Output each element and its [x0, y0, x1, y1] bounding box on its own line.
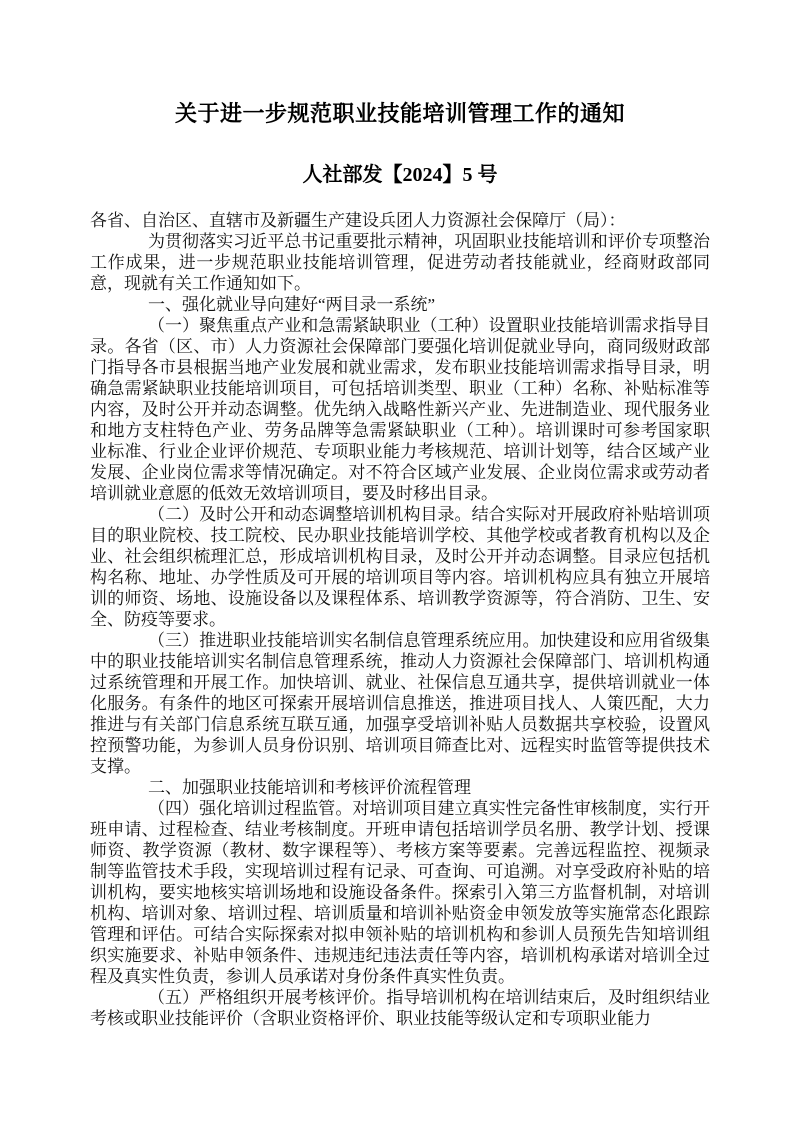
- paragraph-item-4: （四）强化培训过程监管。对培训项目建立真实性完备性审核制度，实行开班申请、过程检查、结业考核制度。开班申请包括培训学员名册、教学计划、授课师资、教学资源（教材、数字课程等）、考核方案等要素。完善远程监控、视频录制等监管技术手段，实现培训过程有记录、可查询、可追溯。对享受政府补贴的培训机构，要实地核实培训场地和设施设备条件。探索引入第三方监督机制，对培训机构、培训对象、培训过程、培训质量和培训补贴资金申领发放等实施常态化跟踪管理和评估。可结合实际探索对拟申领补贴的培训机构和参训人员预先告知培训组织实施要求、补贴申领条件、违规违纪违法责任等内容，培训机构承诺对培训全过程及真实性负责，参训人员承诺对身份条件真实性负责。: [90, 799, 710, 986]
- section-heading-1: 一、强化就业导向建好“两目录一系统”: [148, 295, 436, 314]
- section-heading-2: 二、加强职业技能培训和考核评价流程管理: [148, 778, 471, 797]
- document-number: 人社部发【2024】5 号: [302, 164, 498, 186]
- document-body: [90, 210, 710, 1029]
- paragraph-item-2: （二）及时公开和动态调整培训机构目录。结合实际对开展政府补贴培训项目的职业院校、技工院校、民办职业技能培训学校、其他学校或者教育机构以及企业、社会组织梳理汇总，形成培训机构目录，及时公开并动态调整。目录应包括机构名称、地址、办学性质及可开展的培训项目等内容。培训机构应具有独立开展培训的师资、场地、设施设备以及课程体系、培训教学资源等，符合消防、卫生、安全、防疫等要求。: [90, 505, 710, 629]
- paragraph-item-1: （一）聚焦重点产业和急需紧缺职业（工种）设置职业技能培训需求指导目录。各省（区、市）人力资源社会保障部门要强化培训促就业导向，商同级财政部门指导各市县根据当地产业发展和就业需求，发布职业技能培训需求指导目录，明确急需紧缺职业技能培训项目，可包括培训类型、职业（工种）名称、补贴标准等内容，及时公开并动态调整。优先纳入战略性新兴产业、先进制造业、现代服务业和地方支柱特色产业、劳务品牌等急需紧缺职业（工种）。培训课时可参考国家职业标准、行业企业评价规范、专项职业能力考核规范、培训计划等，结合区域产业发展、企业岗位需求等情况确定。对不符合区域产业发展、企业岗位需求或劳动者培训就业意愿的低效无效培训项目，要及时移出目录。: [90, 316, 710, 503]
- paragraph-item-5: （五）严格组织开展考核评价。指导培训机构在培训结束后，及时组织结业考核或职业技能评价（含职业资格评价、职业技能等级认定和专项职业能力: [90, 988, 710, 1028]
- document-title: 关于进一步规范职业技能培训管理工作的通知: [174, 101, 625, 126]
- intro-paragraph: 为贯彻落实习近平总书记重要批示精神，巩固职业技能培训和评价专项整治工作成果，进一步规范职业技能培训管理，促进劳动者技能就业，经商财政部同意，现就有关工作通知如下。: [90, 232, 710, 293]
- salutation-line: 各省、自治区、直辖市及新疆生产建设兵团人力资源社会保障厅（局）：: [90, 211, 626, 230]
- paragraph-item-3: （三）推进职业技能培训实名制信息管理系统应用。加快建设和应用省级集中的职业技能培训实名制信息管理系统，推动人力资源社会保障部门、培训机构通过系统管理和开展工作。加快培训、就业、社保信息互通共享，提供培训就业一体化服务。有条件的地区可探索开展培训信息推送，推进项目找人、人策匹配，大力推进与有关部门信息系统互联互通，加强享受培训补贴人员数据共享校验，设置风控预警功能，为参训人员身份识别、培训项目筛查比对、远程实时监管等提供技术支撑。: [90, 631, 710, 776]
